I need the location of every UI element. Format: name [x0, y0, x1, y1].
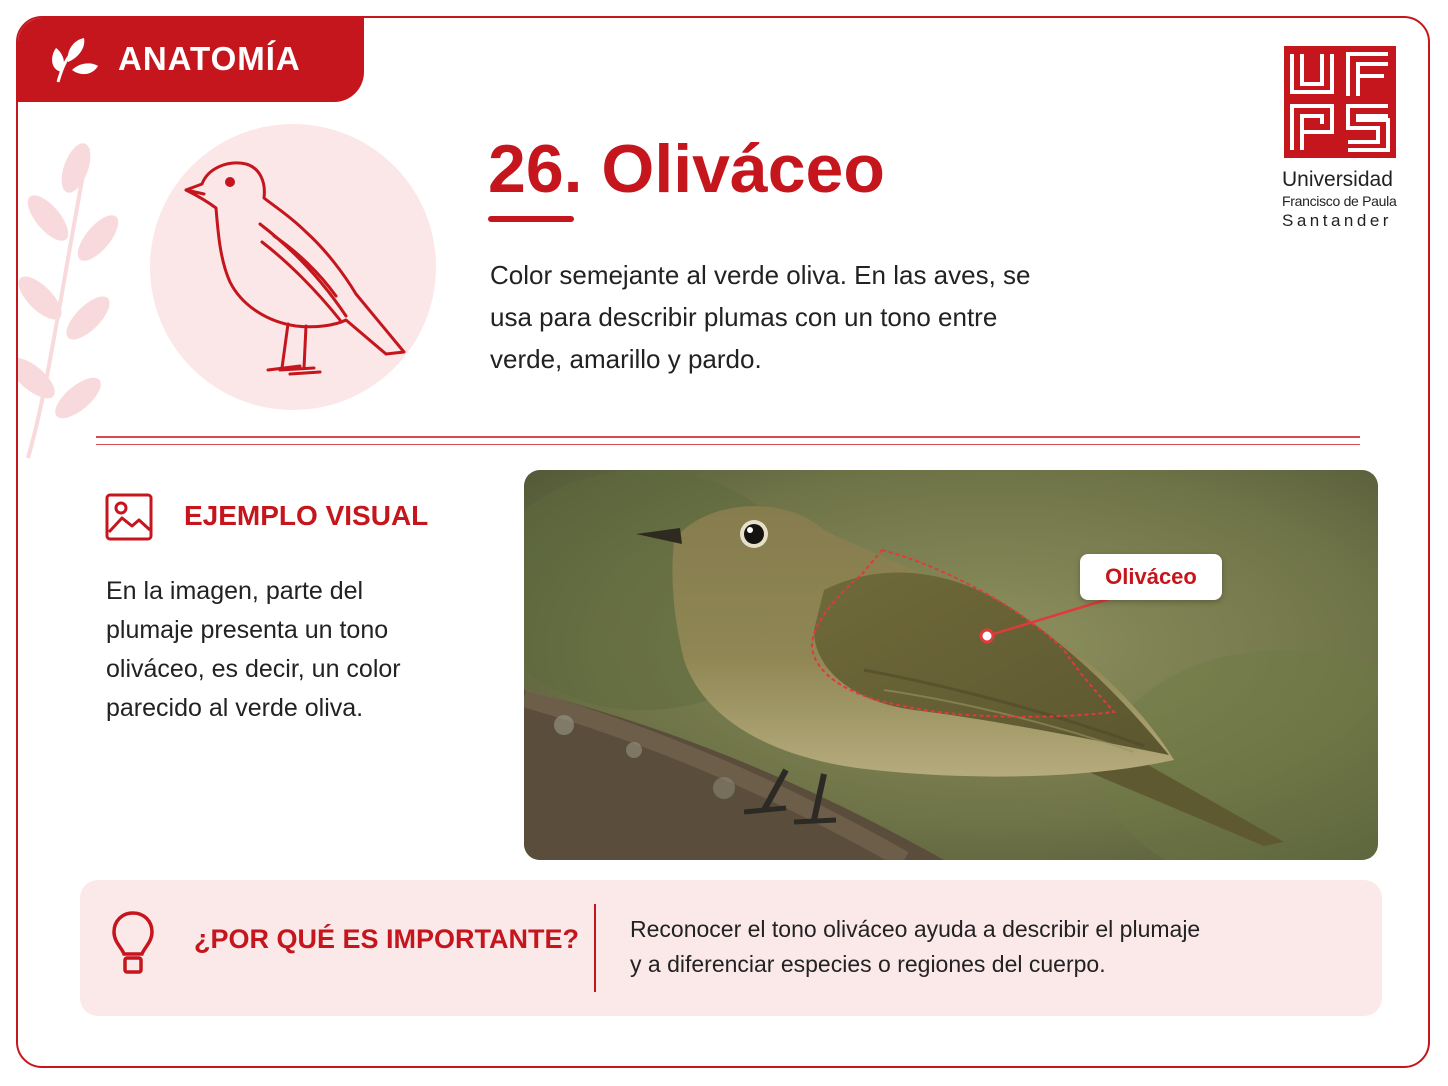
section-divider-top — [96, 436, 1360, 438]
decorative-branch-icon — [18, 128, 138, 468]
bird-illustration — [150, 124, 436, 410]
importance-text-line-1: Reconocer el tono oliváceo ayuda a describir el plumaje — [630, 916, 1201, 942]
ufps-logo-icon — [1284, 46, 1396, 158]
importance-text-line-2: y a diferenciar especies o regiones del cuerpo. — [630, 951, 1106, 977]
image-icon — [104, 492, 154, 542]
importance-divider — [594, 904, 596, 992]
visual-example-heading: EJEMPLO VISUAL — [184, 500, 429, 531]
card-frame — [16, 16, 1430, 1068]
importance-text — [630, 912, 1270, 982]
logo-line-1: Universidad — [1282, 168, 1393, 191]
definition-text: Color semejante al verde oliva. En las aves, se usa para describir plumas con un tono entre verde, amarillo y pardo. — [490, 260, 1031, 374]
university-logo — [1282, 46, 1402, 232]
olivaceo-callout-label: Oliváceo — [1080, 554, 1222, 600]
importance-heading: ¿POR QUÉ ES IMPORTANTE? — [194, 924, 580, 954]
bird-photo — [524, 470, 1378, 860]
section-divider-bottom — [96, 444, 1360, 445]
category-label: ANATOMÍA — [118, 40, 301, 77]
importance-box — [80, 880, 1382, 1016]
lightbulb-icon — [110, 910, 156, 976]
bird-outline-icon — [150, 124, 436, 410]
logo-line-3: Santander — [1282, 211, 1392, 230]
bird-photo-image — [524, 470, 1378, 860]
visual-example-text: En la imagen, parte del plumaje presenta un tono oliváceo, es decir, un color parecido al verde oliva. — [106, 577, 401, 722]
logo-line-2: Francisco de Paula — [1282, 193, 1397, 209]
category-tab — [18, 18, 364, 102]
leaf-icon — [48, 32, 102, 86]
title-underline — [488, 216, 574, 222]
page-title: 26. Oliváceo — [488, 131, 885, 207]
